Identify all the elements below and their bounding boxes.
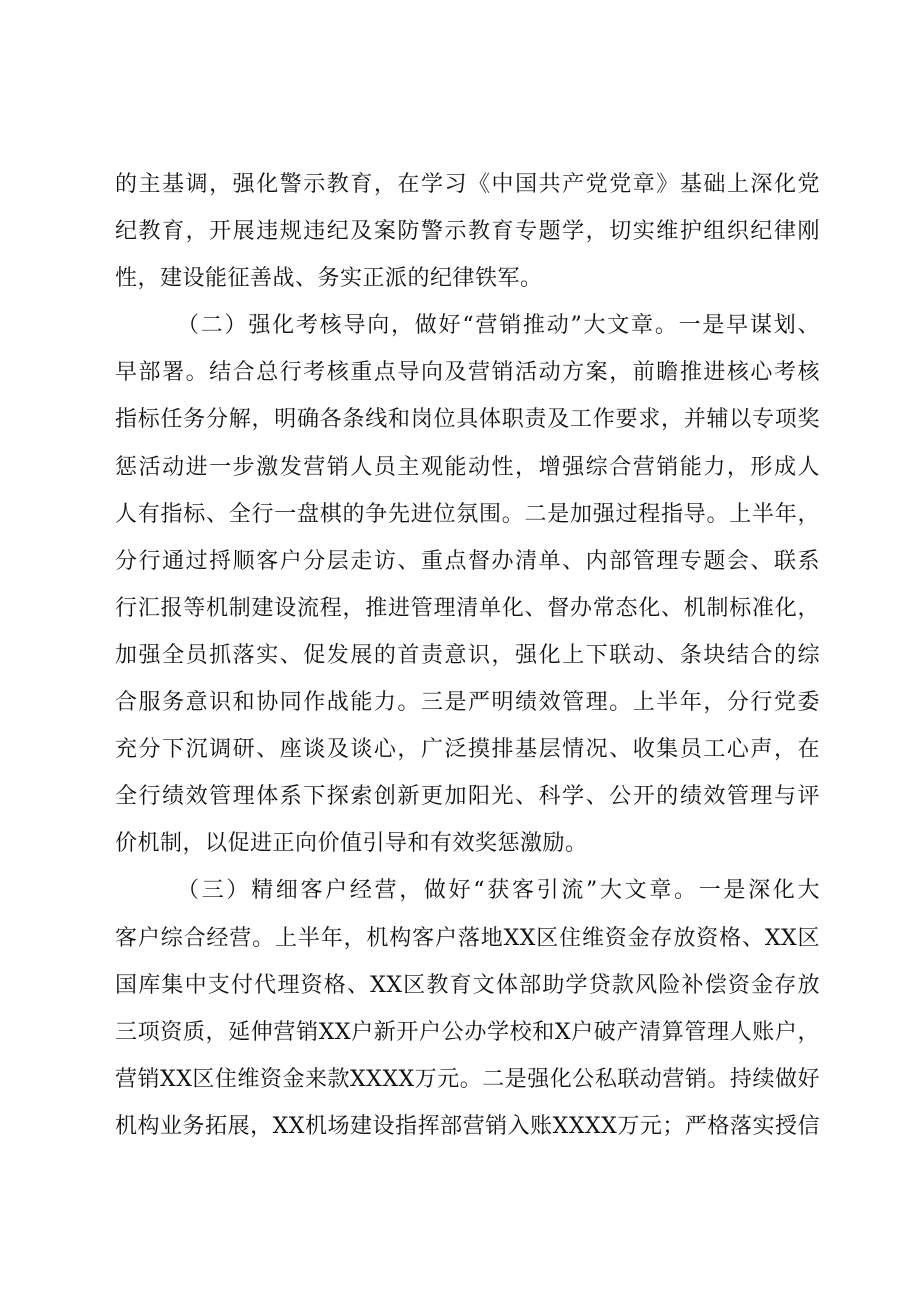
text-line: 指标任务分解，明确各条线和岗位具体职责及工作要求，并辅以专项奖 [115, 407, 820, 433]
text-line: 的主基调，强化警示教育，在学习《中国共产党党章》基础上深化党 [115, 172, 820, 197]
text-line: 客户综合经营。上半年，机构客户落地XX区住维资金存放资格、XX区 [115, 925, 820, 951]
text-line: 纪教育，开展违规违纪及案防警示教育专题学，切实维护组织纪律刚 [115, 219, 820, 245]
text-line: 营销XX区住维资金来款XXXX万元。二是强化公私联动营销。持续做好 [115, 1066, 820, 1092]
text-line: 人有指标、全行一盘棋的争先进位氛围。二是加强过程指导。上半年， [115, 501, 820, 527]
text-line: 行汇报等机制建设流程，推进管理清单化、督办常态化、机制标准化， [115, 595, 820, 621]
text-line: 惩活动进一步激发营销人员主观能动性，增强综合营销能力，形成人 [115, 454, 820, 480]
text-line: 合服务意识和协同作战能力。三是严明绩效管理。上半年，分行党委 [115, 690, 820, 716]
section-heading-line: （二）强化考核导向，做好“营销推动”大文章。一是早谋划、 [177, 313, 820, 339]
text-line: 机构业务拓展，XX机场建设指挥部营销入账XXXX万元；严格落实授信 [115, 1113, 820, 1139]
text-line: 全行绩效管理体系下探索创新更加阳光、科学、公开的绩效管理与评 [115, 784, 820, 810]
text-line: 早部署。结合总行考核重点导向及营销活动方案，前瞻推进核心考核 [115, 360, 820, 386]
text-line: 分行通过捋顺客户分层走访、重点督办清单、内部管理专题会、联系 [115, 548, 820, 574]
text-line: 性，建设能征善战、务实正派的纪律铁军。 [115, 266, 543, 292]
text-line: 三项资质，延伸营销XX户新开户公办学校和X户破产清算管理人账户， [115, 1019, 820, 1045]
text-line: 价机制，以促进正向价值引导和有效奖惩激励。 [115, 831, 588, 857]
text-line: 国库集中支付代理资格、XX区教育文体部助学贷款风险补偿资金存放 [115, 972, 820, 998]
document-body [115, 161, 820, 1150]
text-line: 充分下沉调研、座谈及谈心，广泛摸排基层情况、收集员工心声，在 [115, 737, 820, 763]
section-heading-line: （三）精细客户经营，做好“获客引流”大文章。一是深化大 [177, 878, 820, 904]
text-line: 加强全员抓落实、促发展的首责意识，强化上下联动、条块结合的综 [115, 642, 820, 668]
